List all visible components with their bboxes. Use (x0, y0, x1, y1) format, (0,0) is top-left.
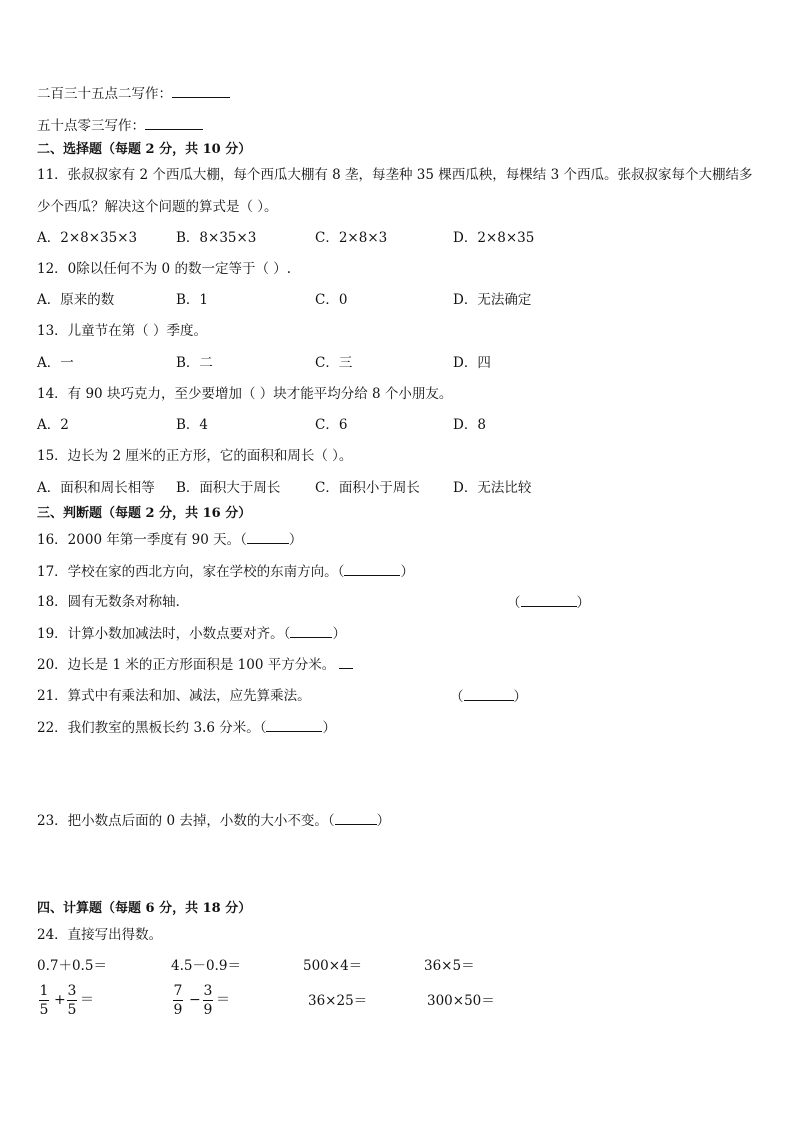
question-18-answer (507, 593, 590, 612)
close-paren: ） (576, 595, 590, 611)
question-11-line-2: 少个西瓜？解决这个问题的算式是（ ）。 (37, 199, 278, 215)
section-title-judgement: 三、判断题（每题 2 分，共 16 分） (37, 506, 252, 521)
option-c[interactable]: C．三 (315, 355, 353, 371)
question-text: 22．我们教室的黑板长约 3.6 分米。（ (37, 720, 267, 736)
fraction (39, 983, 49, 1018)
equals-sign: ＝ (216, 992, 230, 1008)
answer-blank[interactable] (521, 593, 577, 607)
question-text: 21．算式中有乘法和加、减法，应先算乘法。 (37, 688, 311, 704)
answer-blank[interactable] (344, 562, 400, 576)
denominator: 9 (203, 1002, 213, 1018)
numerator: 3 (67, 983, 77, 999)
numerator: 7 (173, 983, 183, 999)
calc-item: 300×50＝ (427, 993, 495, 1009)
answer-blank[interactable] (339, 655, 353, 669)
fraction-bar (173, 1000, 183, 1001)
denominator: 5 (39, 1002, 49, 1018)
fill-in-line-2 (37, 116, 203, 135)
question-12: 12．0除以任何不为 0 的数一定等于（ ）. (37, 261, 292, 277)
question-22 (37, 718, 336, 737)
fraction-bar (39, 1000, 49, 1001)
option-b[interactable]: B．4 (176, 417, 209, 433)
calc-item: 4.5－0.9＝ (171, 958, 241, 974)
option-a[interactable]: A．原来的数 (37, 292, 115, 308)
question-21-answer (450, 687, 527, 706)
question-20 (37, 655, 353, 674)
option-b[interactable]: B．1 (176, 292, 209, 308)
question-15: 15．边长为 2 厘米的正方形，它的面积和周长（ ）。 (37, 448, 353, 464)
option-d[interactable]: D．8 (453, 417, 486, 433)
equals-sign: ＝ (80, 992, 94, 1008)
question-text: 20．边长是 1 米的正方形面积是 100 平方分米。 (37, 657, 336, 673)
denominator: 9 (173, 1002, 183, 1018)
calc-item: 0.7＋0.5＝ (37, 958, 107, 974)
answer-blank[interactable] (266, 718, 322, 732)
section-title-calculation: 四、计算题（每题 6 分，共 18 分） (37, 901, 252, 916)
option-c[interactable]: C．面积小于周长 (315, 480, 420, 496)
answer-blank[interactable] (247, 530, 289, 544)
option-b[interactable]: B．二 (176, 355, 213, 371)
close-paren: ） (376, 813, 391, 829)
open-paren: （ (507, 595, 521, 611)
question-16 (37, 530, 302, 549)
open-paren: （ (450, 689, 464, 705)
fill-in-text: 五十点零三写作： (37, 118, 145, 134)
fraction (203, 983, 213, 1018)
question-17 (37, 562, 414, 581)
answer-blank[interactable] (145, 116, 203, 130)
fraction-bar (67, 1000, 77, 1001)
question-21 (37, 687, 311, 705)
question-13: 13．儿童节在第（ ）季度。 (37, 323, 207, 339)
question-14: 14．有 90 块巧克力，至少要增加（ ）块才能平均分给 8 个小朋友。 (37, 386, 453, 402)
calc-item: 36×25＝ (308, 993, 368, 1009)
option-d[interactable]: D．无法确定 (453, 292, 532, 308)
question-text: 18．圆有无数条对称轴． (37, 594, 190, 610)
close-paren: ） (288, 532, 303, 548)
option-a[interactable]: A．2×8×35×3 (37, 230, 138, 246)
answer-blank[interactable] (172, 84, 230, 98)
option-a[interactable]: A．一 (37, 355, 74, 371)
denominator: 5 (67, 1002, 77, 1018)
option-a[interactable]: A．2 (37, 417, 69, 433)
option-c[interactable]: C．2×8×3 (315, 230, 388, 246)
answer-blank[interactable] (335, 811, 377, 825)
fraction (173, 983, 183, 1018)
fill-in-text: 二百三十五点二写作： (37, 86, 172, 102)
question-text: 19．计算小数加减法时，小数点要对齐。（ (37, 626, 291, 642)
numerator: 1 (39, 983, 49, 999)
question-text: 16．2000 年第一季度有 90 天。（ (37, 532, 247, 548)
calc-item: 500×4＝ (303, 958, 363, 974)
question-text: 23．把小数点后面的 0 去掉，小数的大小不变。（ (37, 813, 335, 829)
question-19 (37, 624, 346, 643)
fraction-bar (203, 1000, 213, 1001)
minus-sign: − (189, 992, 201, 1008)
calc-item: 36×5＝ (424, 958, 475, 974)
fraction (67, 983, 77, 1018)
question-24: 24．直接写出得数。 (37, 927, 163, 943)
option-b[interactable]: B．8×35×3 (176, 230, 257, 246)
answer-blank[interactable] (464, 687, 514, 701)
question-11-line-1: 11．张叔叔家有 2 个西瓜大棚，每个西瓜大棚有 8 垄，每垄种 35 棵西瓜秧，每棵结 3 个西瓜。张叔叔家每个大棚结多 (37, 167, 753, 183)
section-title-choice: 二、选择题（每题 2 分，共 10 分） (37, 142, 252, 157)
question-18 (37, 593, 189, 611)
plus-sign: + (54, 992, 66, 1008)
close-paren: ） (513, 689, 527, 705)
question-23 (37, 811, 390, 830)
option-c[interactable]: C．6 (315, 417, 348, 433)
close-paren: ） (322, 720, 336, 736)
answer-blank[interactable] (290, 624, 332, 638)
question-text: 17．学校在家的西北方向，家在学校的东南方向。（ (37, 564, 345, 580)
option-d[interactable]: D．2×8×35 (453, 230, 535, 246)
option-c[interactable]: C．0 (315, 292, 348, 308)
option-d[interactable]: D．无法比较 (453, 480, 532, 496)
numerator: 3 (203, 983, 213, 999)
option-b[interactable]: B．面积大于周长 (176, 480, 281, 496)
close-paren: ） (332, 626, 346, 642)
option-a[interactable]: A．面积和周长相等 (37, 480, 155, 496)
fill-in-line-1 (37, 84, 230, 103)
close-paren: ） (400, 564, 414, 580)
option-d[interactable]: D．四 (453, 355, 491, 371)
